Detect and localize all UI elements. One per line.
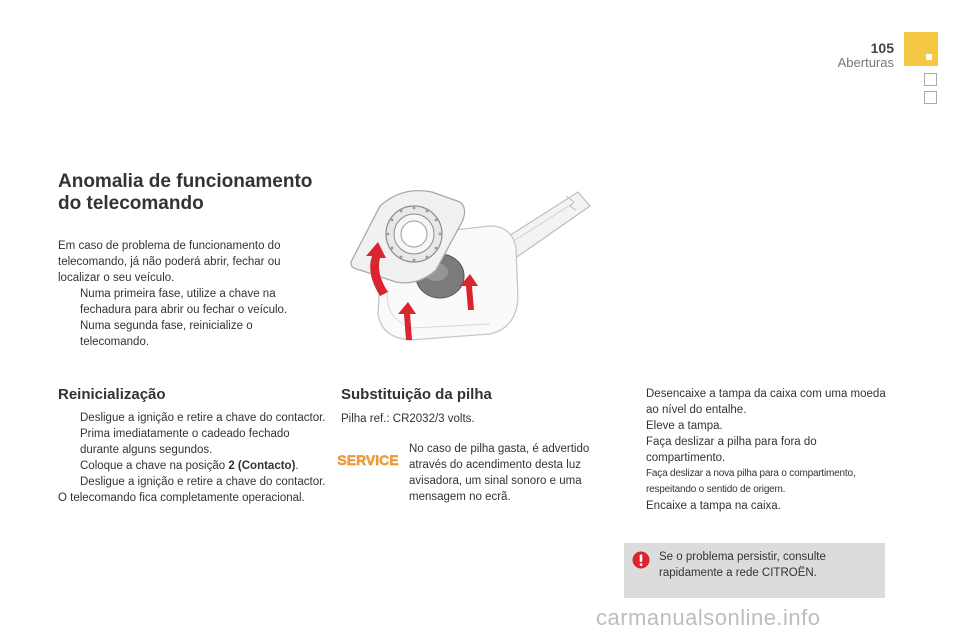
list-item: Encaixe a tampa na caixa.	[646, 500, 781, 512]
chapter-tab[interactable]	[924, 91, 937, 104]
list-item: Faça deslizar a pilha para fora do compartimento.	[646, 436, 817, 464]
list-item: Desligue a ignição e retire a chave do contactor.	[80, 476, 326, 488]
list-item: Desencaixe a tampa da caixa com uma moeda ao nível do entalhe.	[646, 388, 886, 416]
list-item: Desligue a ignição e retire a chave do contactor.	[80, 412, 326, 424]
substituicao-heading: Substituição da pilha	[341, 386, 492, 403]
list-item: Faça deslizar a nova pilha para o compartimento, respeitando o sentido de origem.	[646, 468, 856, 495]
section-name: Aberturas	[837, 55, 894, 70]
intro-list	[58, 286, 308, 350]
svg-text:SERVICE: SERVICE	[337, 452, 399, 468]
page-title: Anomalia de funcionamento do telecomando	[58, 171, 313, 214]
battery-reference: Pilha ref.: CR2032/3 volts.	[341, 413, 475, 425]
watermark: carmanualsonline.info	[596, 605, 821, 630]
reinicializacao-conclusion: O telecomando fica completamente operacional.	[58, 492, 305, 504]
list-item: Eleve a tampa.	[646, 420, 723, 432]
list-item: Numa segunda fase, reinicialize o telecomando.	[80, 320, 253, 348]
service-warning-icon	[337, 450, 399, 470]
chapter-tab-active[interactable]	[904, 32, 938, 66]
reinicializacao-heading: Reinicialização	[58, 386, 166, 403]
intro-paragraph: Em caso de problema de funcionamento do telecomando, já não poderá abrir, fechar ou localizar o seu veículo.	[58, 240, 281, 284]
list-item: Numa primeira fase, utilize a chave na fechadura para abrir ou fechar o veículo.	[80, 288, 288, 316]
service-description: No caso de pilha gasta, é advertido através do acendimento desta luz avisadora, um sinal sonoro e uma mensagem no ecrã.	[409, 443, 590, 503]
key-fob-illustration	[340, 178, 610, 353]
page-number: 105	[870, 40, 894, 56]
battery-steps-list	[624, 386, 894, 514]
list-item: Prima imediatamente o cadeado fechado durante alguns segundos.	[80, 428, 290, 456]
list-item: Coloque a chave na posição 2 (Contacto).	[80, 460, 299, 472]
intro-section	[58, 238, 308, 350]
reinicializacao-list	[58, 410, 328, 490]
warning-exclamation-icon	[632, 551, 650, 569]
chapter-tab[interactable]	[924, 73, 937, 86]
warning-text: Se o problema persistir, consulte rapidamente a rede CITROËN.	[659, 551, 826, 579]
tab-marker-icon	[926, 54, 932, 60]
battery-steps-section	[624, 386, 894, 514]
reinicializacao-section	[58, 410, 328, 506]
